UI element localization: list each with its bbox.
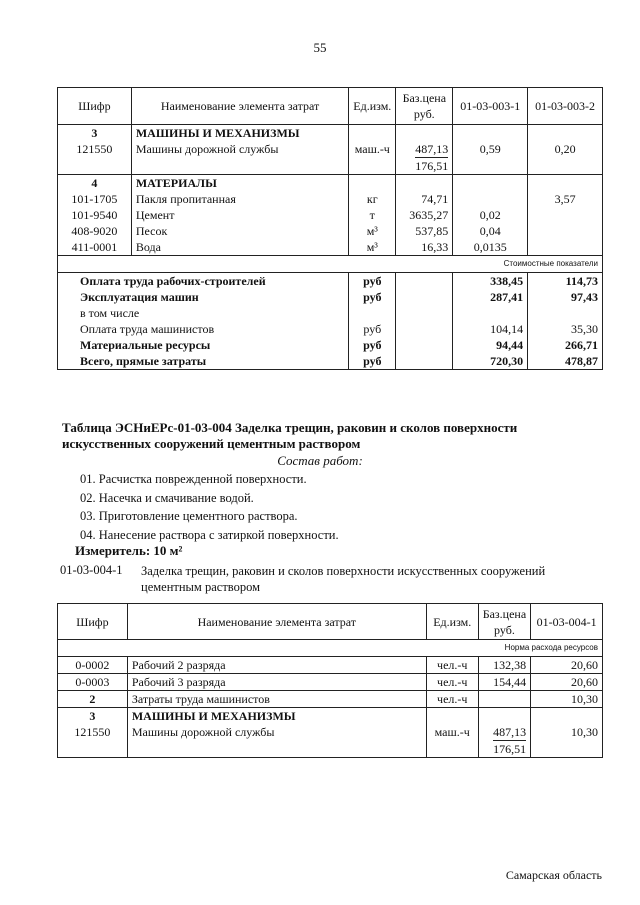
header-code: Шифр bbox=[58, 604, 128, 640]
row-unit: маш.-ч bbox=[426, 724, 478, 758]
row-name: Рабочий 3 разряда bbox=[127, 674, 426, 691]
list-item: 03. Приготовление цементного раствора. bbox=[80, 509, 298, 523]
table-row bbox=[58, 191, 603, 207]
row-code: 101-9540 bbox=[58, 207, 132, 223]
cost-v1: 94,44 bbox=[453, 337, 528, 353]
cost-label: Стоимостные показатели bbox=[58, 256, 603, 273]
row-price: 16,33 bbox=[396, 239, 453, 256]
cost-row bbox=[58, 273, 603, 290]
page-number: 55 bbox=[313, 40, 327, 55]
cost-unit: руб bbox=[349, 273, 396, 290]
row-name: Песок bbox=[131, 223, 348, 239]
row-name: Машины дорожной службы bbox=[131, 141, 348, 175]
cost-unit: руб bbox=[349, 337, 396, 353]
section-code: 3 bbox=[58, 708, 128, 725]
row-unit: маш.-ч bbox=[349, 141, 396, 175]
list-item: 04. Нанесение раствора с затиркой поверхности. bbox=[80, 527, 339, 542]
table-row bbox=[58, 207, 603, 223]
cost-v1: 104,14 bbox=[453, 321, 528, 337]
row-code: 101-1705 bbox=[58, 191, 132, 207]
row-code: 0-0002 bbox=[58, 657, 128, 674]
row-price bbox=[478, 691, 530, 708]
row-price: 154,44 bbox=[478, 674, 530, 691]
measure: Измеритель: 10 м² bbox=[75, 543, 183, 558]
row-v1 bbox=[453, 191, 528, 207]
header-code: Шифр bbox=[58, 88, 132, 125]
cost-v1: 338,45 bbox=[453, 273, 528, 290]
section-row bbox=[58, 708, 603, 725]
cost-row bbox=[58, 289, 603, 305]
table-header-row bbox=[58, 604, 603, 640]
cost-name: Оплата труда рабочих-строителей bbox=[58, 273, 349, 290]
row-unit: чел.-ч bbox=[426, 691, 478, 708]
cost-table-01-03-003 bbox=[57, 87, 603, 370]
row-value: 20,60 bbox=[531, 674, 603, 691]
row-name: Цемент bbox=[131, 207, 348, 223]
row-code: 411-0001 bbox=[58, 239, 132, 256]
item-code: 01-03-004-1 bbox=[60, 563, 123, 577]
header-unit: Ед.изм. bbox=[349, 88, 396, 125]
section-code: 4 bbox=[58, 175, 132, 192]
section-code: 3 bbox=[58, 125, 132, 142]
cost-v2: 114,73 bbox=[528, 273, 603, 290]
row-value: 20,60 bbox=[531, 657, 603, 674]
row-name: Вода bbox=[131, 239, 348, 256]
section-row bbox=[58, 125, 603, 142]
header-price: Баз.цена руб. bbox=[478, 604, 530, 640]
section-title: МАШИНЫ И МЕХАНИЗМЫ bbox=[127, 708, 426, 725]
cost-row bbox=[58, 353, 603, 370]
cost-name: Эксплуатация машин bbox=[58, 289, 349, 305]
row-unit: м³ bbox=[349, 223, 396, 239]
table-row bbox=[58, 691, 603, 708]
header-col-1: 01-03-004-1 bbox=[531, 604, 603, 640]
work-heading: Состав работ: bbox=[277, 453, 363, 468]
cost-unit: руб bbox=[349, 353, 396, 370]
row-code: 121550 bbox=[58, 141, 132, 175]
section-title: МАТЕРИАЛЫ bbox=[131, 175, 348, 192]
row-name: Рабочий 2 разряда bbox=[127, 657, 426, 674]
cost-row bbox=[58, 337, 603, 353]
list-item: 02. Насечка и смачивание водой. bbox=[80, 490, 254, 505]
row-v2 bbox=[528, 223, 603, 239]
table-row bbox=[58, 674, 603, 691]
row-unit: чел.-ч bbox=[426, 674, 478, 691]
row-price: 487,13 176,51 bbox=[396, 141, 453, 175]
header-name: Наименование элемента затрат bbox=[131, 88, 348, 125]
row-v2 bbox=[528, 239, 603, 256]
row-v1: 0,02 bbox=[453, 207, 528, 223]
row-v2: 0,20 bbox=[528, 141, 603, 175]
cost-v2: 35,30 bbox=[528, 321, 603, 337]
row-v1: 0,0135 bbox=[453, 239, 528, 256]
row-code: 121550 bbox=[58, 724, 128, 758]
row-name: Затраты труда машинистов bbox=[127, 691, 426, 708]
cost-unit: руб bbox=[349, 321, 396, 337]
row-name: Машины дорожной службы bbox=[127, 724, 426, 758]
section-title: МАШИНЫ И МЕХАНИЗМЫ bbox=[131, 125, 348, 142]
row-v1: 0,04 bbox=[453, 223, 528, 239]
row-price: 132,38 bbox=[478, 657, 530, 674]
row-v1: 0,59 bbox=[453, 141, 528, 175]
cost-row bbox=[58, 305, 603, 321]
work-list bbox=[80, 470, 339, 544]
table-row bbox=[58, 223, 603, 239]
row-unit: м³ bbox=[349, 239, 396, 256]
row-price: 3635,27 bbox=[396, 207, 453, 223]
footer-region: Самарская область bbox=[505, 868, 602, 882]
cost-v1: 287,41 bbox=[453, 289, 528, 305]
cost-name: Материальные ресурсы bbox=[58, 337, 349, 353]
norm-label: Норма расхода ресурсов bbox=[58, 640, 603, 657]
header-price: Баз.цена руб. bbox=[396, 88, 453, 125]
table-header-row bbox=[58, 88, 603, 125]
row-code: 2 bbox=[58, 691, 128, 708]
cost-name: Оплата труда машинистов bbox=[58, 321, 349, 337]
row-name: Пакля пропитанная bbox=[131, 191, 348, 207]
header-col-2: 01-03-003-2 bbox=[528, 88, 603, 125]
row-code: 408-9020 bbox=[58, 223, 132, 239]
row-value: 10,30 bbox=[531, 691, 603, 708]
header-unit: Ед.изм. bbox=[426, 604, 478, 640]
cost-name: в том числе bbox=[58, 305, 349, 321]
table-row bbox=[58, 239, 603, 256]
table-row bbox=[58, 141, 603, 175]
row-unit: чел.-ч bbox=[426, 657, 478, 674]
cost-row bbox=[58, 321, 603, 337]
header-name: Наименование элемента затрат bbox=[127, 604, 426, 640]
row-code: 0-0003 bbox=[58, 674, 128, 691]
cost-v2: 266,71 bbox=[528, 337, 603, 353]
table-row bbox=[58, 657, 603, 674]
row-price: 487,13 176,51 bbox=[478, 724, 530, 758]
cost-v1 bbox=[453, 305, 528, 321]
cost-name: Всего, прямые затраты bbox=[58, 353, 349, 370]
cost-v2: 97,43 bbox=[528, 289, 603, 305]
item-description: Заделка трещин, раковин и сколов поверхности искусственных сооружений цементным раствором bbox=[141, 564, 546, 594]
norm-label-row bbox=[58, 640, 603, 657]
row-price: 537,85 bbox=[396, 223, 453, 239]
table-row bbox=[58, 724, 603, 758]
row-v2: 3,57 bbox=[528, 191, 603, 207]
header-col-1: 01-03-003-1 bbox=[453, 88, 528, 125]
cost-v2 bbox=[528, 305, 603, 321]
cost-table-01-03-004 bbox=[57, 603, 603, 758]
cost-v1: 720,30 bbox=[453, 353, 528, 370]
table-title: Таблица ЭСНиЕРс-01-03-004 Заделка трещин, раковин и сколов поверхности искусственных сооружений цементным раствором bbox=[62, 420, 518, 451]
list-item: 01. Расчистка поврежденной поверхности. bbox=[80, 472, 307, 486]
cost-v2: 478,87 bbox=[528, 353, 603, 370]
cost-unit: руб bbox=[349, 289, 396, 305]
row-unit: т bbox=[349, 207, 396, 223]
row-value: 10,30 bbox=[531, 724, 603, 758]
row-unit: кг bbox=[349, 191, 396, 207]
section-row bbox=[58, 175, 603, 192]
row-v2 bbox=[528, 207, 603, 223]
cost-label-row bbox=[58, 256, 603, 273]
cost-unit bbox=[349, 305, 396, 321]
row-price: 74,71 bbox=[396, 191, 453, 207]
